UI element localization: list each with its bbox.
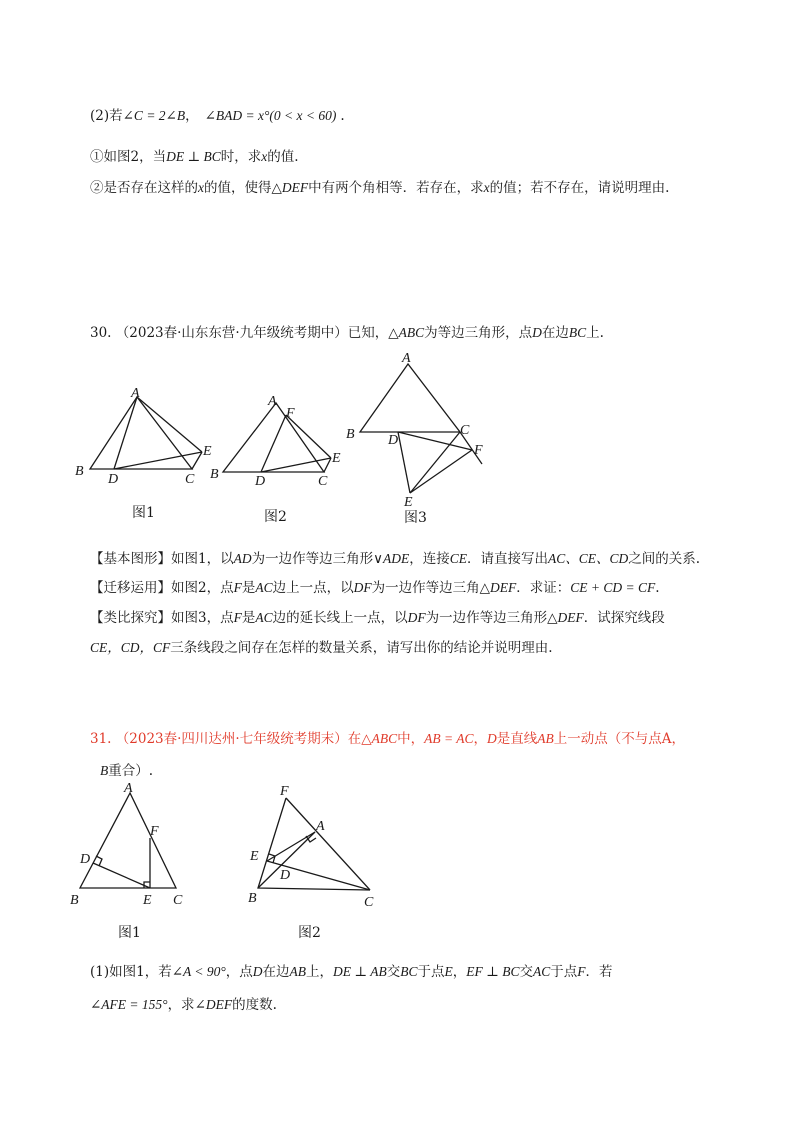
q30-analog-df: DF (407, 610, 426, 625)
q31f2-segments-fb-bc (258, 798, 370, 890)
q30f3-triangle-abc (360, 364, 460, 432)
q30f2-label-c: C (318, 474, 328, 489)
q30-analog-label: 【类比探究】如图3，点 (90, 610, 234, 626)
q31-p1-f: 于点 (417, 964, 445, 980)
q30f1-segment-ad (114, 397, 137, 469)
q31-p1-de: DE ⊥ AB (333, 964, 387, 979)
q30f2-segment-ec (324, 458, 331, 472)
q29-sub2-c: 中有两个角相等．若存在，求 (308, 180, 484, 196)
q30-tri: △ABC (388, 325, 425, 340)
q30-basic-b: 为一边作等边三角形 (251, 551, 374, 567)
q30f1-triangle-abc (90, 397, 192, 469)
q31-eq: AB = AC (424, 731, 474, 746)
q31f1-triangle-abc (80, 793, 176, 888)
q30f1-label-d: D (108, 472, 119, 487)
q31f1-label-c: C (173, 893, 183, 908)
q31-p1-a: (1)如图1，若 (90, 964, 172, 980)
q30f2-segment-fd (261, 415, 286, 472)
q30f3-label-b: B (346, 427, 355, 442)
q30-analog-d: 为一边作等边三角形 (425, 610, 548, 626)
q30-analog-ac: AC (255, 610, 273, 625)
q30f3-caption: 图3 (404, 510, 427, 526)
q29-part2-stem (90, 106, 345, 126)
q31-p1-j: ．若 (585, 964, 613, 980)
q30f2-segment-fe (286, 415, 331, 458)
q29-sub1-x: x (261, 149, 268, 164)
q31-p1-point-f: F (577, 964, 586, 979)
q30-figure-2 (208, 385, 358, 530)
q31-p1-bc: BC (400, 964, 418, 979)
q31f2-caption: 图2 (298, 925, 321, 941)
q31-stem (90, 729, 685, 749)
q31-p2-angle: ∠DEF (194, 997, 233, 1012)
q30f2-label-b: B (210, 467, 219, 482)
q30-analog-line2 (90, 638, 553, 658)
q30-basic-tri: ∨ADE (373, 551, 410, 566)
q31-number: 31. (90, 731, 112, 747)
q30-basic-ad: AD (233, 551, 252, 566)
q31-figure-2 (240, 780, 390, 950)
q30-analog-b: 是 (241, 610, 256, 626)
q31f2-label-b: B (248, 891, 257, 906)
q31-p1-point-e: E (444, 964, 453, 979)
q30f1-caption: 图1 (132, 505, 155, 521)
q30-figure-1 (72, 385, 222, 530)
q29-cond1: ∠C = 2∠B (122, 108, 186, 123)
q31-p1-g: ， (452, 964, 467, 980)
q30f1-segment-ae (137, 397, 202, 452)
q31f2-label-e: E (250, 849, 259, 864)
q31-figure-1 (68, 780, 208, 950)
q30-basic (90, 549, 700, 569)
q30f1-segment-de (114, 452, 202, 469)
q31f1-label-e: E (143, 893, 152, 908)
q31f1-segment-de (93, 863, 150, 888)
q31-p1-b: ，点 (225, 964, 253, 980)
q30-transfer-eq: CE + CD = CF (570, 580, 656, 595)
q31-p1-c: 在边 (262, 964, 290, 980)
q30-number: 30. (90, 325, 112, 341)
q30-analog-f: F (233, 610, 242, 625)
q30f3-label-c: C (460, 423, 470, 438)
q30f1-label-c: C (185, 472, 195, 487)
q30-stem (90, 323, 604, 343)
q31-stem-d: 是直线 (496, 731, 538, 747)
q30f1-label-a: A (131, 386, 140, 401)
q30-analog-tri: △DEF (547, 610, 584, 625)
q30f3-label-e: E (404, 495, 413, 510)
q31-p1-i: 于点 (550, 964, 578, 980)
q30-analog2-list: CE，CD，CF (90, 640, 171, 655)
q30-transfer-ac: AC (255, 580, 273, 595)
q31-line2-rest: 重合）. (108, 763, 154, 779)
q30f3-segment-de (398, 432, 410, 493)
q29-sub1-b: 时，求 (220, 149, 262, 165)
q30-stem-d: 上. (586, 325, 604, 341)
q31-p1-ab: AB (289, 964, 307, 979)
q31-stem-line2 (100, 761, 153, 781)
q31-part1 (90, 962, 612, 982)
q30-transfer-b: 是 (241, 580, 256, 596)
q31f2-label-c: C (364, 895, 374, 910)
q31-p1-e: 交 (386, 964, 401, 980)
q30-analog-e: ．试探究线段 (583, 610, 665, 626)
q30f3-label-a: A (402, 351, 411, 366)
q29-sub1 (90, 147, 299, 167)
q31f1-label-a: A (124, 781, 133, 796)
q30-basic-d: ．请直接写出 (466, 551, 548, 567)
q30-transfer-df: DF (353, 580, 372, 595)
q30-source: （2023春·山东东营·九年级统考期中）已知， (115, 325, 389, 341)
q31-p2-b: 的度数. (232, 997, 277, 1013)
q31-p1-ef: EF ⊥ BC (466, 964, 520, 979)
q30-basic-list: AC、CE、CD (547, 551, 629, 566)
q30f2-label-e: E (332, 451, 341, 466)
q30-basic-label: 【基本图形】如图1，以 (90, 551, 234, 567)
q30f3-label-d: D (388, 433, 399, 448)
q29-sub1-c: 的值. (267, 149, 299, 165)
q29-sub2-x: x (198, 180, 204, 195)
q31-stem-c: ， (473, 731, 487, 747)
q30-analog-c: 边的延长线上一点，以 (272, 610, 408, 626)
q30f3-label-f: F (474, 443, 483, 458)
q30-basic-c: ，连接 (409, 551, 450, 567)
q30f1-segment-ec (192, 452, 202, 469)
q30-stem-c: 在边 (541, 325, 569, 341)
q31f1-label-b: B (70, 893, 79, 908)
q30-transfer-label: 【迁移运用】如图2，点 (90, 580, 234, 596)
q30-basic-ce: CE (449, 551, 467, 566)
q30-basic-e: 之间的关系. (628, 551, 701, 567)
q31-source: （2023春·四川达州·七年级统考期末）在 (115, 731, 362, 747)
q31-p2-a: ，求 (167, 997, 195, 1013)
q31f2-label-a: A (316, 819, 325, 834)
q31-tri: △ABC (361, 731, 398, 746)
q30-transfer-end: . (655, 580, 660, 596)
q31-p1-d: D (252, 964, 263, 979)
q31f1-label-f: F (150, 824, 159, 839)
q30-point-d: D (532, 325, 542, 340)
q30f1-label-e: E (203, 444, 212, 459)
q29-cond2: ∠BAD = x°(0 < x < 60) (204, 108, 337, 123)
q29-sub2-a: ②是否存在这样的 (90, 180, 198, 196)
q30-transfer (90, 578, 660, 598)
q30-transfer-tri: △DEF (479, 580, 517, 595)
q31-line-ab: AB (537, 731, 554, 746)
q30f2-label-a: A (268, 394, 277, 409)
q30f3-segment-ef (410, 450, 472, 493)
q30f2-label-d: D (255, 474, 266, 489)
q31f1-label-d: D (80, 852, 91, 867)
q31-stem-b: 中， (397, 731, 425, 747)
q31-p1-h: 交 (519, 964, 533, 980)
q29-sub1-cond: DE ⊥ BC (166, 149, 221, 164)
q29-intro: (2)若 (90, 108, 123, 124)
q30-analog2-b: 三条线段之间存在怎样的数量关系，请写出你的结论并说明理由. (170, 640, 553, 656)
q29-sub2-tri: △DEF (271, 180, 309, 195)
q30-edge-bc: BC (568, 325, 587, 340)
q30f1-label-b: B (75, 464, 84, 479)
q29-end: . (340, 108, 345, 124)
q30-stem-b: 为等边三角形，点 (424, 325, 533, 341)
q30f2-label-f: F (286, 406, 295, 421)
q30f2-segment-de (261, 458, 331, 472)
q29-sep: ， (185, 108, 199, 124)
q31-p1-ac: AC (532, 964, 551, 979)
q31f2-label-f: F (280, 784, 289, 799)
q31-p1-d2: 上， (306, 964, 334, 980)
q30f2-caption: 图2 (264, 509, 287, 525)
q31-p2-cond: ∠AFE = 155° (90, 997, 168, 1012)
q31-part1-line2 (90, 995, 277, 1015)
q30-transfer-f: F (233, 580, 242, 595)
q31-p1-cond: ∠A < 90° (171, 964, 226, 979)
q31f2-label-d: D (280, 868, 291, 883)
q30-transfer-d: 为一边作等边三角 (371, 580, 480, 596)
q29-sub2-x2: x (483, 180, 490, 195)
q31-line2-b: B (100, 763, 109, 778)
q29-sub2-d: 的值；若不存在，请说明理由. (489, 180, 670, 196)
q29-sub1-a: ①如图2，当 (90, 149, 167, 165)
q29-sub2 (90, 178, 669, 198)
q31-point-d: D (486, 731, 497, 746)
q30-transfer-e: ．求证： (516, 580, 571, 596)
q31-stem-e: 上一动点（不与点A， (553, 731, 685, 747)
q31f2-segment-fc (286, 798, 370, 890)
q30-analog (90, 608, 665, 628)
q30-figure-3 (340, 350, 500, 530)
q30-transfer-c: 边上一点，以 (272, 580, 354, 596)
q31f1-caption: 图1 (118, 925, 141, 941)
q29-sub2-b: 的值，使得 (204, 180, 272, 196)
